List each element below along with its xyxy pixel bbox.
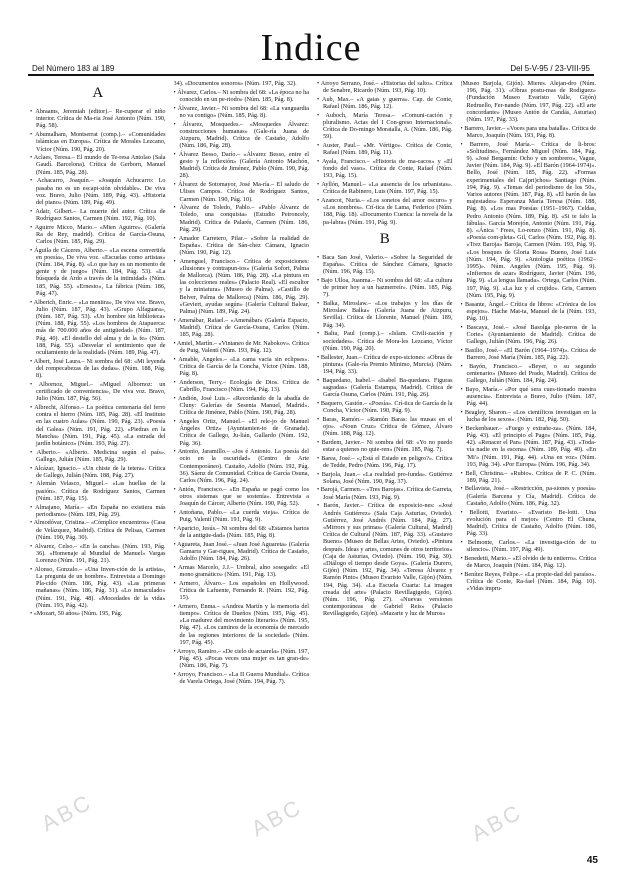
index-column-1	[30, 80, 166, 860]
index-entry: • Barea, José.– «¿Está el Estado en peligro?». Crítica de Tedde, Pedro (Núm. 196, Pág. 17).	[317, 454, 453, 469]
index-column-4	[461, 80, 597, 860]
index-entry: • Amable, Angeles.– «La cama vacia sin eclipses». Crítica de García de la Concha, Víctor (Núm. 188, Pág. 8).	[173, 355, 309, 378]
index-entry: • Ayala, Francisco.– «Historia de ma-cacos» y «El fondo del vaso». Crítica de Conte, Rafael (Núm. 193, Pág. 15).	[317, 158, 453, 180]
index-entry: • Aparicio, Jesús.– Ni sombra del 68: «Estamos hartos de la antigüe-dad» (Núm. 185, Pág. 8).	[173, 524, 309, 539]
index-entry: • Achacarro, Joaquín.– «Joaquín Achucarro: Lo pasaba no es un escapi-sión olvidable». De viva voz. Bravo, Julio (Núm. 189, Pág. 43). «Historia del piano» (Núm. 189, Pág. 49).	[30, 177, 166, 206]
index-columns	[30, 80, 596, 860]
index-entry: 34). «Documentos sonoros» (Núm. 197, Pág. 32).	[173, 80, 297, 87]
index-entry: • Beckenbauer.– «Fuego y extrañe-za». (Núm. 184, Pág. 43). «El principio el Pago» (Núm. 185, Pág. 42). «Renacer el Pan» (Núm. 187, Pág. 43). «Toda-vía nadie en la escena» (Núm. 189, Pág. 40). «En 'Mi'» (Núm. 191, Pág. 44). «Una en voz» (Núm. 193, Pág. 34). «Por Europa» (Núm. 196, Pág. 34).	[460, 424, 596, 468]
issue-range: Del Número 183 al 189	[32, 64, 115, 73]
index-entry: • Baras, Ramón.– «Ramón Baras: las musas en el ojo». «Noun Cruz» Crítica de Gómez, Álvaro (Núm. 188, Pág. 12).	[317, 415, 453, 438]
section-letter-a: A	[92, 85, 104, 101]
index-entry: • Benítez Reyes, Felipe.– «La propie-dad del paraíso». Crítica de Conte, Ra-fael (Núm. 184, Pág. 10). «Vidas impru-	[460, 570, 596, 593]
index-entry: • Azancot, Nuria.– «Los sonetos del amor oscuro» y «Los nombres». Crí-tica de Lama, Federico (Núm. 188, Pág. 18). «Documento Cuenca: la novela de la pa-labra» (Núm. 191, Pág. 9).	[317, 197, 453, 226]
index-entry: • Amenábar, Rafael.– «Amenábar» (Galería Espacio, Madrid). Crítica de García-Osuna, Carlos (Núm. 185, Pág. 28).	[173, 316, 309, 339]
index-entry: • Alonso, Gonzalo.– «Una Inven-ción de la artista», La pregunta de un hombre». Entrevista a Domingo Pla-cido (Núm. 186, Pág. 43). «Las primeras mañanas» (Núm. 186, Pág. 31). «Lo inmaculado» (Núm. 191, Pág. 48). «Mocedades de la vida» (Núm. 193, Pág. 42).	[30, 565, 166, 609]
index-entry: • Armero, Álvaro.– Los españoles en Hollywood. Crítica de Lafuente, Fernando R. (Núm. 192, Pág. 15).	[173, 579, 309, 602]
index-entry: • Benedetti, Mario.– «El olvido de tu entierro». Crítica de Marco, Joaquín (Núm. 184, Pág. 12).	[460, 554, 596, 569]
index-entry: • Almodóvar, Cristina.– «Cómplice encuentros» (Casa de Velázquez, Madrid). Crítica de Pelisas, Carmen (Núm. 190, Pág. 30).	[30, 519, 166, 541]
index-entry: • Arroyo, Francisco.– «La II Guerra Mundial». Crítica de Varela Ortega, José (Núm. 194, Pág. 7).	[173, 670, 309, 685]
index-entry: • Álvarez, Mosquedes.– «Mosquedes Álvarez: construcciones humanas» (Gale-ría Juana de Aizpuru, Madrid). Crítica de Castaño, Adolfo (Núm. 186, Pág. 28).	[173, 120, 309, 150]
index-column-3	[317, 80, 453, 860]
index-entry: • Bellavista, José.– «Restricción, pa-siones y poesía» (Galería Barcena y Cía, Madrid). Crítica de Castaño, Adolfo (Núm. 186, Pág. 32).	[460, 485, 596, 507]
column-entries	[30, 108, 166, 618]
index-entry: • Alcázar, Ignacio.– «Un chiste de la tetera». Crítica de Gallego, Julián (Núm. 188, Pág. 27).	[30, 464, 166, 479]
index-entry: • «Mozart, 50 años» (Núm. 195, Pág.	[30, 610, 123, 618]
index-entry: • Baca San José, Valerio.– «Sobre la Seguridad de España». Crítica de Sánchez Cámara, Ignacio (Núm. 196, Pág. 15).	[317, 253, 453, 276]
index-entry: • Amiel, Martín.– «Vintaneo de Mr. Nabokov». Crítica de Puig, Valentí (Núm. 193, Pág. 12).	[173, 339, 309, 355]
index-entry: • Angeles Ortiz, Manuel.– «El rele-jo de Manuel Ángeles Ortiz» (Ayuntamien-to de Granada). Crítica de Gallego, Ju-lián, Gallardo (Núm. 192, Pág. 36).	[173, 417, 309, 447]
index-entry: • Albornoz, Miguel.– «Miguel Albornoz: un certificado de conveniencia», De viva voz. Bravo, Julio (Núm. 187, Pág. 56).	[30, 380, 166, 403]
index-entry: • Alberich, Enric.– «La mentira», De viva voz. Bravo, Julio (Núm. 187, Pág. 43). «Grupo Alfaguara», (Núm. 187, Pág. 53). «Un hombre sin biblioteca» (Núm. 188, Pág. 55). «Los hombres de Atapuerca: más de 700.000 años de antigüedad» (Núm. 187, Pág. 40). «El destello del alma y de la fe» (Núm. 188, Pág. 55). «Desvelar el sentimiento que de ocultamiento de la realidad» (Núm. 189, Pág. 47).	[30, 298, 166, 356]
index-entry: (Museo Barjola, Gijón). Mieres. Alejan-dro (Núm. 196, Pág. 31). «Obras postu-mas de Rodiguez» (Fundación Museo Evaristo Valle, Gijón) Redruello, Fer-nando (Núm. 197, Pág. 22). «El arte concordante» (Museo Antón de Candás, Asturias) (Núm. 197, Pág. 33).	[460, 80, 596, 124]
index-entry: • Aguirre Micco, Mario.– «Mien Aguirre». (Galería Ra de Rey, madrid). Crítica de García-Osuna, Carlos (Núm. 185, Pág. 29).	[30, 223, 166, 245]
page-title: Indice	[260, 27, 362, 69]
index-entry: • Basante, Ángel.– Crítica de libros: «Crónica de los espejos». Hache Mat-ta, Manuel de la (Núm. 193, Pág. 10).	[460, 300, 596, 322]
index-column-2	[174, 80, 310, 860]
abc-watermark: ABC	[467, 798, 527, 847]
index-entry: • Barrero, Javier.– «Voces para una batalla». Crítica de Marco, Joaquín (Núm. 193, Pág. 8).	[460, 124, 596, 139]
page-header	[28, 20, 594, 72]
index-entry: • Antonio, Jaramillo.– «Jos é Antonio. La poesía del ocio en la oscuridad» (Centro de Arte Contemporáneo). Castaño, Adolfo (Núm. 192, Pág. 36). Sáenz de Comunidad. Crítica de García Osuna, Carlos (Núm. 196, Pág. 24).	[173, 448, 309, 485]
index-entry: • Álvarez de Toledo, Pablo.– «Pablo Álvarez de Toledo, una conquista» (Estudio Peironcely, Madrid). Crítica de Palarés, Carmen (Núm. 186, Pág. 29).	[173, 204, 309, 233]
index-entry: • Álvarez Besso, Darío.– «Álvarez Besso, entre el gesto y la reflexión» (Galería Antonio Machón, Madrid). Crítica de Jiménez, Pablo (Núm. 190, Pág. 28).	[173, 150, 309, 180]
index-entry: • Bell, Christina.– «Rubio». Crítica de P. C. (Núm. 189, Pág. 21).	[460, 469, 596, 484]
index-entry: • Arroyo Serrano, José.– «Historias del salto». Crítica de Senabre, Ricardo (Núm. 193, Pág. 10).	[317, 80, 453, 95]
index-entry: • Antoñana, Pablo.– «La cuerda vieja». Crítica de Puig, Valentí (Núm. 191, Pág. 9).	[173, 508, 309, 524]
index-entry: • Anderson, Terry.– Ecología de Dios. Crítica de Cabrillo, Francisco (Núm. 194, Pág. 13).	[173, 378, 309, 394]
index-entry: • Ballester, Juan.– Crítica de expo-siciones: «Obras de pintura» (Gale-ría Premio Mínimo, Murcia). (Núm. 194, Pág. 33).	[317, 353, 453, 375]
index-entry: • Albrecht, Alfonso.– La poética centenaria del ferro contra el hierro (Núm. 185, Pág. 28). «El Instituto en las cuatro Aulas» (Núm. 190, Pág. 23). «Poesía del Galea» (Núm. 191, Pág. 22). «Piedras en la Mancha» (Núm. 191, Pág. 45). «La estrada del jardín botánico» (Núm. 193, Pág. 27).	[30, 403, 166, 447]
index-entry: • Barojá, Carmen.– «Tres Barojas». Crítica de Garreta, José María (Núm. 193, Pág. 9).	[317, 486, 453, 501]
section-letter-b: B	[379, 230, 390, 247]
index-entry: • Álvarez, Javier.– Ni sombra del 68: «La vanguardia no va contigo» (Núm. 185, Pág. 8).	[173, 104, 309, 119]
index-entry: • Alemán Velasco, Miguel.– «Las huellas de la pasión». Crítica de Rodríguez Santos, Carmen (Núm. 187, Pág. 15).	[30, 480, 166, 502]
index-entry: • Bascaya, José.– «José Basolga ple-neros de la Corte» (Ayuntamiento de Madrid). Crítica de Gallego, Julián (Núm. 196, Pág. 26).	[460, 323, 596, 346]
index-entry: • Balka, Miroslaw.– «Los trabajos y los días de Miroslaw Balka» (Galería Juana de Aizpuru, Sevilla). Crítica de Llorente, Manuel (Núm. 189, Pág. 34).	[317, 300, 453, 329]
index-entry: • Águila de Cáceres, Alberto.– «La escena convertida en poesía», De viva voz. «Escuelas como artistas» (Núm. 184, Pág. 8). «Lo que hay es un momento de gente y de juego» (Núm. 184, Pág. 53). «La búsqueda de Ardo a través de la intimidad» (Núm. 185, Pág. 55). «Ernesto», La fábrica (Núm. 186, Pág. 47).	[30, 246, 166, 297]
header-rule	[28, 74, 594, 76]
index-entry: • Alberto.– «Alberto. Medicina según el país». Gallego, Julián (Núm. 185, Pág. 29).	[30, 448, 166, 463]
column-entries	[461, 80, 597, 592]
index-entry: • Baquero, Gastón.– «Poesía». Crí-tica de García de la Concha, Víctor (Núm. 190, Pág. 9).	[317, 399, 453, 414]
index-entry: • Bayón, Francisco.– «Beyer, o su segundo centenario» (Museo del Prado, Madrid). Crítica de Gallego, Julián (Núm. 184, Pág. 24).	[460, 362, 596, 385]
index-entry: • Arroyo, Ramiro.– «De cielo de acuarela» (Núm. 197, Pág. 45). «Pocas veces una mujer es tan gran-de» (Núm. 186, Pág. 7).	[173, 647, 309, 669]
index-entry: • Álvarez de Sotomayor, José Ma-ría.– El saludo de Ulises Campos. Crítica de Rodríguez Santos, Carmen (Núm. 190, Pág. 10).	[173, 181, 309, 203]
index-entry: • Amenguel, Francisco.– Crítica de exposiciones: «Ilusiones y contrapun-tos» (Galería Sofort, Palma de Mallorca). (Núm. 186, Pág. 28). «La pintura en las colecciones reales» (Palacio Real). «El escultor y la miniatura» (Museo de Palma). «Castillo de Belver, Palma de Mallorca) (Núm. 186, Pág. 29). «Geviert, ayudas según» (Galería Cultural Balear, Palma) (Núm. 189, Pág. 24).	[173, 257, 309, 316]
index-entry: • Bayo, María.– «Por qué sera cues-tionado nuestra ausencia». Entrevista a Bravo, Julio (Núm. 187, Pág. 44).	[460, 385, 596, 408]
date-range: Del 5-V-95 / 23-VIII-95	[510, 64, 590, 73]
index-entry: • Barrero, José María.– Crítica de li-bros: «Solitudine», Fernández Miguel (Núm. 184, Pág. 9). «José Bergamín: Ocho y un sombrero», Vague, Javier (Núm. 184, Pág. 9). «El Barón (1964-1974)». Bello, José (Núm. 185, Pág. 22). «Formas experimentales del Ca(pri)chos» Santiago (Núm. 194, Pág. 9). «Temas del periodismo de los 50», Varios autores (Núm. 187, Pág. 8). «El barón de las majestades» Esperanza María Teresa (Núm. 188, Pág. 8). «Los mas Poesías (1951–1967). Celdas, Pedro Antonio (Núm. 189, Pág. 8). «Si te falo la fábula». García Morejón, Antonio (Núm. 191, Pág. 8). «Ánica ' Frees, Lo-renzo (Núm. 191, Pág. 8). «Poesía com-pleta» Gil, Carlos (Núm. 192, Pág. 8). «Trez Baroja» Baroja, Carmen (Núm. 193, Pág. 9). «Los bosques de Gloria Rosa» Bueno, José Luis (Núm. 194, Pág. 9). «Antología poética (1962–1995)». Núm. Angeles (Núm. 195, Pág. 9). «Infiernos de azar» Rodríguez, Javier (Núm. 196, Pág. 9). «La lengua llamada». Ortega, Carlos (Núm. 197, Pág. 9). «La luz y el crujido». Gris, Carmen (Núm. 195, Pág. 9).	[460, 140, 596, 299]
index-entry: • Aub, Max.– «A gatas y guerra». Cap. de Conte, Rafael (Núm. 186, Pág. 12).	[317, 95, 453, 111]
page-number: 45	[586, 855, 598, 866]
index-entry: • Armas Marcelo, J.J.– Umbral, alno sosegado: «El mono gramático» (Núm. 191, Pág. 13).	[173, 563, 309, 578]
index-entry: • Antón, Francisco.– «En España se pagó como los otros sistemas que se sostenía». Entrevista a Joaquín de Cárcer, Alberto (Núm. 190, Pág. 52).	[173, 485, 309, 508]
index-entry: • Bellotti, Evaristo.– «Evaristo Be-lotti. Una evolución para el mejor» (Centro El Chuna, Madrid). Crítica de Castaño, Adolfo (Núm. 186, Pág. 33).	[460, 508, 596, 538]
index-entry: • Andión, José Luis.– «Recordando de la abadía de Cluny: Galerías de Sesenta Manuel, Madrid». Crítica de Jiménez, Pablo (Núm. 190, Pág. 28).	[173, 394, 309, 417]
abc-watermark: ABC	[247, 793, 307, 842]
abc-watermark: ABC	[37, 788, 97, 837]
index-entry: • Armero, Enma.– «Andrea Martín y la memoria del tiempo». Crítica de Dueños (Núm. 195, Pág. 45). «La madurez del movimiento literario» (Núm. 195, Pág. 47). «Los caminos de la economía de mercado de las regiones interiores de la sociedad» (Núm. 197, Pág. 45).	[173, 602, 309, 646]
index-entry: • Auster, Paul.– «Mr. Vértigo». Crítica de Conte, Rafael (Núm. 189, Pág. 11).	[317, 142, 453, 157]
index-entry: • Auboch, María Teresa.– «Comuni-cación y pluralismo. Actas del I Con-greso Internacional». Crítica de Do-mingo Moratalla, A. (Núm. 186, Pág. 59).	[317, 111, 453, 141]
index-entry: • Alvarez, Celso.– «En la cancha» (Núm. 193, Pág. 36). «Homenaje al Mundial de Manuel» Vargas Lorenzo (Núm. 191, Pág. 21).	[30, 542, 166, 564]
index-entry: • Balta, Paul (comp.).– «Islam. Civili-zación y sociedades». Crítica de Mora-les Lezcano, Víctor (Núm. 190, Pág. 20).	[317, 330, 453, 352]
column-entries	[317, 80, 453, 618]
index-entry: • Aclaes, Teresa.– El mundo de Te-resa Antolao (Sala Gaudí. Barcelona). Crítica de Gerborn, Manuel (Núm. 185, Pág. 28).	[30, 154, 166, 176]
index-entry: • Bardem, Javier.– Ni sombra del 68: «Yo no puedo estar a quienes no quie-ren» (Núm. 185, Pág. 7).	[317, 438, 453, 453]
index-entry: • Almajano, María.– «En España no existiera más periodismo» (Núm. 189, Pág. 29).	[30, 503, 166, 518]
index-entry: • Beagley, Sharon.– «Los científicos investigan en la lucha de los sexos». (Núm. 182, Pág. 50).	[460, 408, 596, 424]
index-entry: • Belmonte, Carlos.– «La investiga-ción de tu silencio». (Núm. 197, Pág. 49).	[460, 538, 596, 554]
index-entry: • Álvarez, Carlos.– Ni sombra del 68: «La época no ha conocido en un pe-riodo» (Núm. 185, Pág. 8).	[173, 88, 309, 103]
index-entry: • Baquedano, Isabel.– «Isabel Ba-quedano. Figuras sagradas» (Galería Estampa, Madrid). Crítica de García Osuna, Carlos (Núm. 191, Pág. 26).	[317, 376, 453, 399]
index-entry: • Albert, José Laura.– Ni sombra del 68: «Mi leyenda del rompecabezas de las dudas». (Núm. 188, Pág. 8).	[30, 357, 166, 380]
index-entry: • Ayllón, Manuel.– «La ausencia de los urbanistas». Crítica de Rabinero, Luis (Núm. 197, Pág. 15).	[317, 181, 453, 196]
index-entry: • Abumalham, Montserrat (comp.).– «Comunidades islámicas en Europa». Crítica de Morales Lezcano, Víctor (Núm. 190, Pág. 20).	[30, 131, 166, 153]
index-entry: • Aguareta, Juan José.– «Juan José Aguareta» (Galería Gamarra y Gar-rigues, Madrid). Crítica de Castaño, Adolfo (Núm. 184, Pág. 26).	[173, 540, 309, 563]
index-entry: • Bajo Ulloa, Juanma.– Ni sombra del 68: «La cultura de primer hoy a un hazmerreír». (Núm. 185, Pág. 7).	[317, 276, 453, 299]
index-entry: • Adair, Gilbert.– La muerte del autor. Crítica de Rodríguez Santos, Carmen (Núm. 192, Pág. 10).	[30, 207, 166, 222]
index-entry: • Abraams, Jeremiah (editor).– Re-cuperar el niño interior. Crítica de Ma-ria José Antonio (Núm. 190, Pág. 58).	[30, 108, 166, 130]
index-entry: • Barón, Javier.– Crítica de exposicio-nes: «José Andrés Gutiérrez» (Sala Caja Asturias, Oviedo). Gutiérrez, José Andrés (Núm. 184, Pág. 27). «Mirrors y sus primas» (Galería Cultural, Madrid) Crítica de Cultural (Núm. 187, Pág. 33). «Gustavo Bueno» (Museo de Bellas Artes, Oviedo). «Pintura después. Ideas y artes, comunes de otros territorios» (Caja de Asturias, Oviedo). (Núm. 190, Pág. 30). «Diálogo el tiempo desde Goya». (Galería Durero, Gijón) (Núm. 192, Pág. 34). «Teresa Álvarez y Ramón Pinto» (Museo Evaristo Valle, Gijón) (Núm. 194, Pág. 34). «La Escuela Cuarta: La imagen creada del arte» (Palacio Revillagigedo, Gijón). (Núm. 196, Pág. 27). «Nuevas versiones contemporáneas de Gabriel Reis» (Palacio Revillagigedo, Gijón). «Mazarte y luz de Muros»	[317, 502, 453, 618]
column-entries	[174, 80, 310, 685]
index-entry: • Amador Carretero, Pilar.– «Sobre la realidad de España». Crítica de Sán-chez Cámara, Ignacio (Núm. 190, Pág. 12).	[173, 234, 309, 256]
index-entry: • Barjola, Juan.– «La realidad pro-funda». Gutiérrez Solana, José (Núm. 190, Pág. 37).	[317, 470, 453, 485]
index-entry: • Basilio, José.– «El Barón (1964–1974)». Crítica de Barrero, José María (Núm. 185, Pág. 22).	[460, 346, 596, 362]
